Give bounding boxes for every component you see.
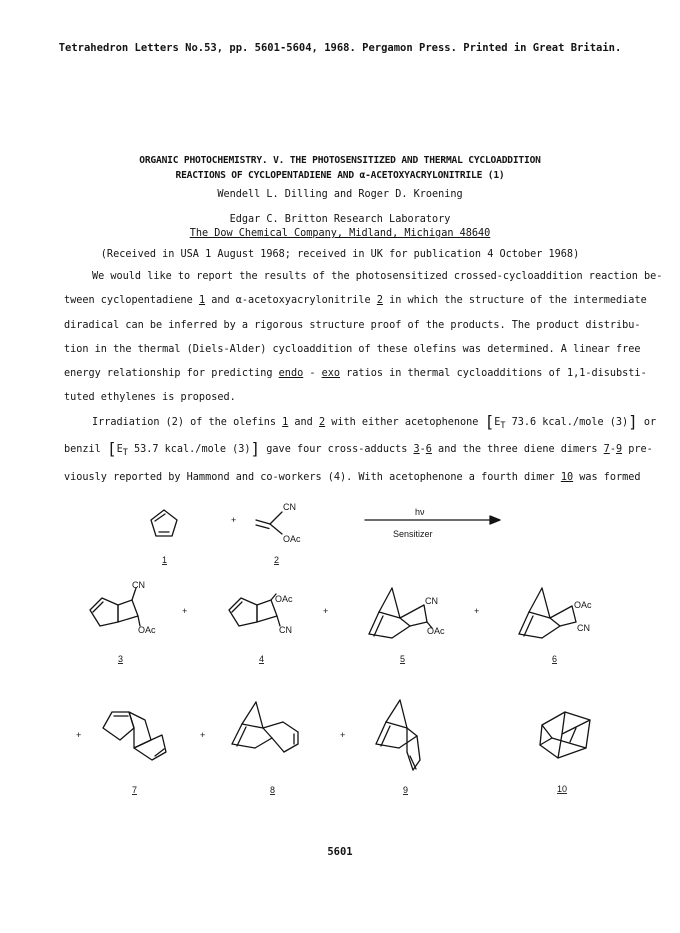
label-8: 8 xyxy=(270,785,276,795)
svg-text:CN: CN xyxy=(279,625,292,635)
label-4: 4 xyxy=(259,654,265,664)
structure-4 xyxy=(229,594,280,626)
title-line-1: ORGANIC PHOTOCHEMISTRY. V. THE PHOTOSENSITIZED AND THERMAL CYCLOADDITION xyxy=(139,155,541,166)
structure-2-acetoxyacrylonitrile xyxy=(256,512,282,534)
structure-1-cyclopentadiene xyxy=(151,510,177,536)
structure-3 xyxy=(90,588,140,626)
affiliation-line-1: Edgar C. Britton Research Laboratory xyxy=(229,214,451,225)
p2-line-1: Irradiation (2) of the olefins 1 and 2 with either acetophenone [$E_T$ 73.6 kcal./mole (3)] or xyxy=(92,412,657,432)
svg-text:+: + xyxy=(182,606,188,616)
cn-label: CN xyxy=(283,502,296,512)
label-1: 1 xyxy=(162,555,168,565)
p2-line-3: viously reported by Hammond and co-workers (4). With acetophenone a fourth dimer 10 was formed xyxy=(64,471,641,483)
plus-sign: + xyxy=(231,515,237,525)
p2-line-2: benzil [$E_T$ 53.7 kcal./mole (3)] gave four cross-adducts 3-6 and the three diene dimers 7-9 pre- xyxy=(64,439,653,459)
structure-9 xyxy=(376,700,420,770)
label-7: 7 xyxy=(132,785,138,795)
svg-text:+: + xyxy=(340,730,346,740)
p1-line-6: tuted ethylenes is proposed. xyxy=(64,392,236,404)
structure-7 xyxy=(103,712,166,760)
svg-text:OAc: OAc xyxy=(138,625,156,635)
svg-text:CN: CN xyxy=(132,580,145,590)
structure-5 xyxy=(369,588,432,638)
p1-line-2: tween cyclopentadiene 1 and α-acetoxyacrylonitrile 2 in which the structure of the intermediate xyxy=(64,295,647,307)
svg-text:OAc: OAc xyxy=(427,626,445,636)
svg-text:CN: CN xyxy=(425,596,438,606)
label-3: 3 xyxy=(118,654,124,664)
received-note: (Received in USA 1 August 1968; received in UK for publication 4 October 1968) xyxy=(100,249,580,260)
oac-label: OAc xyxy=(283,534,301,544)
svg-text:OAc: OAc xyxy=(275,594,293,604)
svg-text:+: + xyxy=(474,606,480,616)
affiliation-line-2: The Dow Chemical Company, Midland, Michigan 48640 xyxy=(189,228,491,239)
svg-text:CN: CN xyxy=(577,623,590,633)
journal-header: Tetrahedron Letters No.53, pp. 5601-5604, 1968. Pergamon Press. Printed in Great Britain. xyxy=(58,42,622,54)
label-6: 6 xyxy=(552,654,558,664)
structure-10 xyxy=(540,712,590,758)
p1-line-5: energy relationship for predicting endo - exo ratios in thermal cycloadditions of 1,1-disubsti- xyxy=(64,368,647,380)
page-number: 5601 xyxy=(327,846,353,858)
svg-text:OAc: OAc xyxy=(574,600,592,610)
structure-6 xyxy=(519,588,576,638)
reaction-arrow xyxy=(365,516,500,524)
arrow-label-sensitizer: Sensitizer xyxy=(393,529,433,539)
p1-line-3: diradical can be inferred by a rigorous structure proof of the products. The product distribu- xyxy=(64,319,641,331)
title-line-2: REACTIONS OF CYCLOPENTADIENE AND α-ACETOXYACRYLONITRILE (1) xyxy=(175,170,505,181)
label-9: 9 xyxy=(403,785,409,795)
svg-text:+: + xyxy=(76,730,82,740)
label-5: 5 xyxy=(400,654,406,664)
p1-line-1: We would like to report the results of the photosensitized crossed-cycloaddition reaction be- xyxy=(92,271,663,282)
arrow-label-hv: hν xyxy=(415,507,425,517)
label-10: 10 xyxy=(557,784,568,794)
structure-8 xyxy=(232,702,298,752)
svg-text:+: + xyxy=(323,606,329,616)
label-2: 2 xyxy=(274,555,280,565)
authors: Wendell L. Dilling and Roger D. Kroening xyxy=(217,189,463,200)
svg-text:+: + xyxy=(200,730,206,740)
p1-line-4: tion in the thermal (Diels-Alder) cycloaddition of these olefins was determined. A linear free xyxy=(64,343,641,355)
